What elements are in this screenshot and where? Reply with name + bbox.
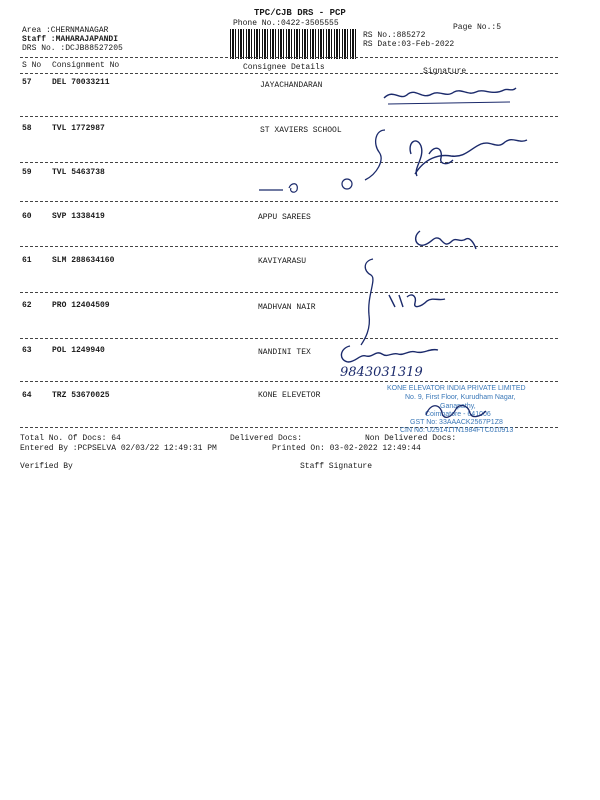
col-header-sno: S No bbox=[22, 61, 42, 70]
signature-row-61-62 bbox=[355, 255, 475, 350]
signature-row-63 bbox=[336, 340, 446, 368]
stamp-line: GST No: 33AAACK2567P1Z8 bbox=[410, 419, 503, 426]
stamp-line: No. 9, First Floor, Kurudham Nagar, bbox=[405, 394, 516, 401]
row-consignment: SLM 288634160 bbox=[52, 256, 115, 265]
row-consignment: TVL 5463738 bbox=[52, 168, 105, 177]
signature-row-60 bbox=[410, 225, 480, 255]
row-consignment: PRO 12404509 bbox=[52, 301, 110, 310]
col-header-consignment: Consignment No bbox=[52, 61, 120, 70]
row-consignee: KAVIYARASU bbox=[258, 257, 307, 266]
row-divider bbox=[20, 381, 558, 382]
signature-row-57 bbox=[380, 80, 520, 110]
stamp-line: KONE ELEVATOR INDIA PRIVATE LIMITED bbox=[387, 385, 526, 392]
row-consignment: POL 1249940 bbox=[52, 346, 105, 355]
row-sno: 59 bbox=[22, 168, 32, 177]
divider bbox=[20, 57, 558, 58]
page-number: Page No.:5 bbox=[453, 23, 502, 32]
stamp-line: CIN No: U29141TN1984FTC010913 bbox=[400, 427, 514, 434]
phone-number: Phone No.:0422-3505555 bbox=[233, 19, 339, 28]
row-divider bbox=[20, 338, 558, 339]
area-label: Area :CHERNMANAGAR bbox=[22, 26, 109, 35]
row-consignee: JAYACHANDARAN bbox=[260, 81, 323, 90]
row-consignment: SVP 1338419 bbox=[52, 212, 105, 221]
row-sno: 57 bbox=[22, 78, 32, 87]
verified-by: Verified By bbox=[20, 462, 73, 471]
row-consignee: APPU SAREES bbox=[258, 213, 311, 222]
row-consignment: DEL 70033211 bbox=[52, 78, 110, 87]
row-sno: 61 bbox=[22, 256, 32, 265]
entered-by: Entered By :PCPSELVA 02/03/22 12:49:31 PM bbox=[20, 444, 217, 453]
printed-on: Printed On: 03-02-2022 12:49:44 bbox=[272, 444, 421, 453]
handwritten-phone: 9843031319 bbox=[340, 365, 423, 380]
stamp-line: Coimbatore - 641006 bbox=[425, 411, 491, 418]
staff-label: Staff :MAHARAJAPANDI bbox=[22, 35, 119, 44]
row-sno: 62 bbox=[22, 301, 32, 310]
row-consignment: TRZ 53670025 bbox=[52, 391, 110, 400]
row-consignee: NANDINI TEX bbox=[258, 348, 311, 357]
row-divider bbox=[20, 116, 558, 117]
signature-row-59 bbox=[255, 172, 375, 198]
row-consignee: KONE ELEVETOR bbox=[258, 391, 321, 400]
drs-number: DRS No. :DCJB88527205 bbox=[22, 44, 123, 53]
divider bbox=[20, 73, 558, 74]
rs-date: RS Date:03-Feb-2022 bbox=[363, 40, 455, 49]
row-sno: 63 bbox=[22, 346, 32, 355]
row-sno: 64 bbox=[22, 391, 32, 400]
rs-number: RS No.:885272 bbox=[363, 31, 426, 40]
signature-row-58 bbox=[355, 124, 535, 204]
col-header-signature: Signature bbox=[423, 67, 467, 76]
barcode-image bbox=[230, 29, 358, 59]
stamp-line: Ganapathy, bbox=[440, 403, 476, 410]
row-consignee: ST XAVIERS SCHOOL bbox=[260, 126, 342, 135]
row-sno: 60 bbox=[22, 212, 32, 221]
staff-signature-label: Staff Signature bbox=[300, 462, 373, 471]
non-delivered-docs: Non Delivered Docs: bbox=[365, 434, 457, 443]
row-consignee: MADHVAN NAIR bbox=[258, 303, 316, 312]
signature-row-64 bbox=[420, 395, 500, 425]
row-divider bbox=[20, 292, 558, 293]
col-header-consignee: Consignee Details bbox=[243, 63, 325, 72]
delivered-docs: Delivered Docs: bbox=[230, 434, 303, 443]
total-docs: Total No. Of Docs: 64 bbox=[20, 434, 121, 443]
row-consignment: TVL 1772987 bbox=[52, 124, 105, 133]
row-sno: 58 bbox=[22, 124, 32, 133]
drs-title: TPC/CJB DRS - PCP bbox=[254, 8, 346, 18]
